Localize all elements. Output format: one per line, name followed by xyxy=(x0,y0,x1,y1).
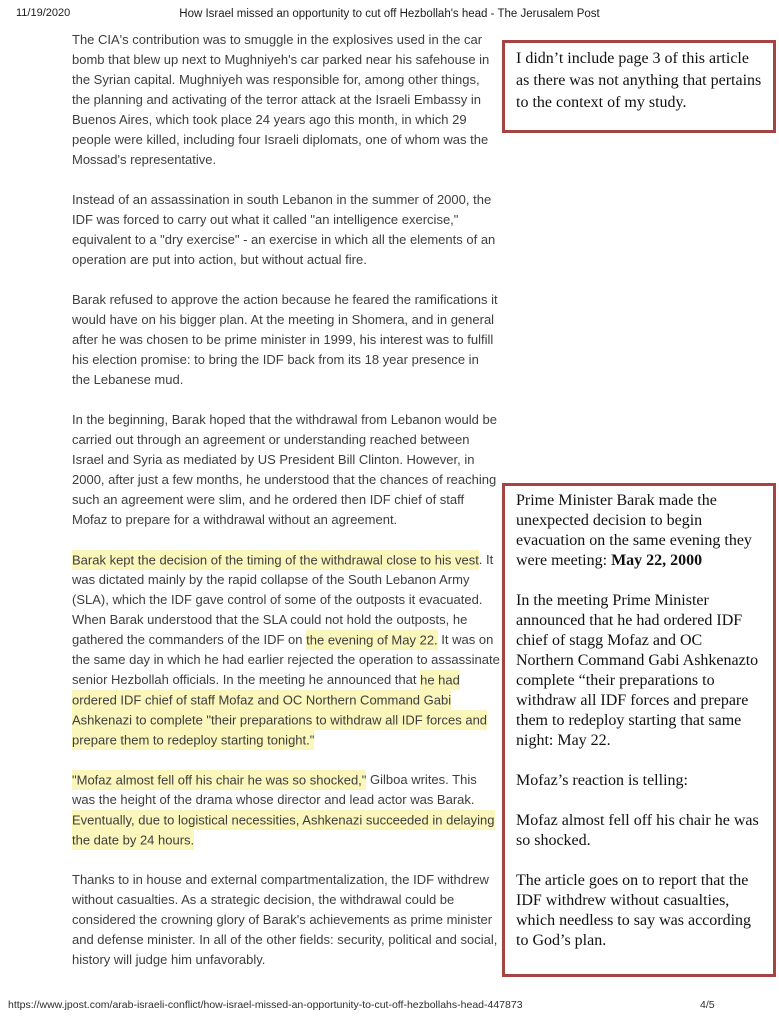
article-paragraph-highlighted: Barak kept the decision of the timing of the withdrawal close to his vest. It was dictated mainly by the rapid collapse of the South Lebanon Army (SLA), which the IDF gave control of some of the outposts it evacuated. When Barak understood that the SLA could not hold the outposts, he gathered the commanders of the IDF on the evening of May 22. It was on the same day in which he had earlier rejected the operation to assassinate senior Hezbollah officials. In the meeting he announced that he had ordered IDF chief of staff Mofaz and OC Northern Command Gabi Ashkenazi to complete "their preparations to withdraw all IDF forces and prepare them to redeploy starting tonight." xyxy=(72,550,500,750)
footer-url: https://www.jpost.com/arab-israeli-conflict/how-israel-missed-an-opportunity-to-cut-off-hezbollahs-head-447873 xyxy=(8,999,523,1011)
print-date: 11/19/2020 xyxy=(16,7,71,19)
annotation-paragraph: I didn’t include page 3 of this article as there was not anything that pertains to the context of my study. xyxy=(516,50,762,111)
annotation-note-box-1 xyxy=(502,40,776,133)
article-paragraph: In the beginning, Barak hoped that the withdrawal from Lebanon would be carried out through an agreement or understanding reached between Israel and Syria as mediated by US President Bill Clinton. However, in 2000, after just a few months, he understood that the chances of reaching such an agreement were slim, and he ordered then IDF chief of staff Mofaz to prepare for a withdrawal without an agreement. xyxy=(72,412,497,527)
annotation-note-box-2 xyxy=(502,483,776,977)
annotation-paragraph: The article goes on to report that the IDF withdrew without casualties, which needless to say was according to God’s plan. xyxy=(516,872,752,949)
article-paragraph: Instead of an assassination in south Lebanon in the summer of 2000, the IDF was forced to carry out what it called "an intelligence exercise," equivalent to a "dry exercise" - an exercise in which all the elements of an operation are put into action, but without actual fire. xyxy=(72,192,496,267)
article-paragraph: The CIA's contribution was to smuggle in the explosives used in the car bomb that blew up next to Mughniyeh's car parked near his safehouse in the Syrian capital. Mughniyeh was responsible for, among other things, the planning and activating of the terror attack at the Israeli Embassy in Buenos Aires, which took place 24 years ago this month, in which 29 people were killed, including four Israeli diplomats, one of whom was the Mossad's representative. xyxy=(72,32,490,167)
annotation-paragraph: Mofaz’s reaction is telling: xyxy=(516,772,688,789)
article-paragraph: Thanks to in house and external compartmentalization, the IDF withdrew without casualties. As a strategic decision, the withdrawal could be considered the crowning glory of Barak's achievements as prime minister and defense minister. In all of the other fields: security, political and social, history will judge him unfavorably. xyxy=(72,872,498,967)
article-body xyxy=(72,30,500,970)
annotation-paragraph: Prime Minister Barak made the unexpected decision to begin evacuation on the same evening they were meeting: May 22, 2000 xyxy=(516,492,752,569)
page-header-title: How Israel missed an opportunity to cut off Hezbollah's head - The Jerusalem Post xyxy=(179,8,600,20)
page-number: 4/5 xyxy=(700,999,715,1011)
article-paragraph-highlighted: "Mofaz almost fell off his chair he was so shocked," Gilboa writes. This was the height of the drama whose director and lead actor was Barak. Eventually, due to logistical necessities, Ashkenazi succeeded in delaying the date by 24 hours. xyxy=(72,770,500,850)
annotation-paragraph: Mofaz almost fell off his chair he was so shocked. xyxy=(516,812,759,849)
article-paragraph: Barak refused to approve the action because he feared the ramifications it would have on his bigger plan. At the meeting in Shomera, and in general after he was chosen to be prime minister in 1999, his interest was to fulfill his election promise: to bring the IDF back from its 18 year presence in the Lebanese mud. xyxy=(72,292,498,387)
annotation-paragraph: In the meeting Prime Minister announced that he had ordered IDF chief of stagg Mofaz and OC Northern Command Gabi Ashkenazto complete “their preparations to withdraw all IDF forces and prepare them to redeploy starting that same night: May 22. xyxy=(516,592,759,749)
